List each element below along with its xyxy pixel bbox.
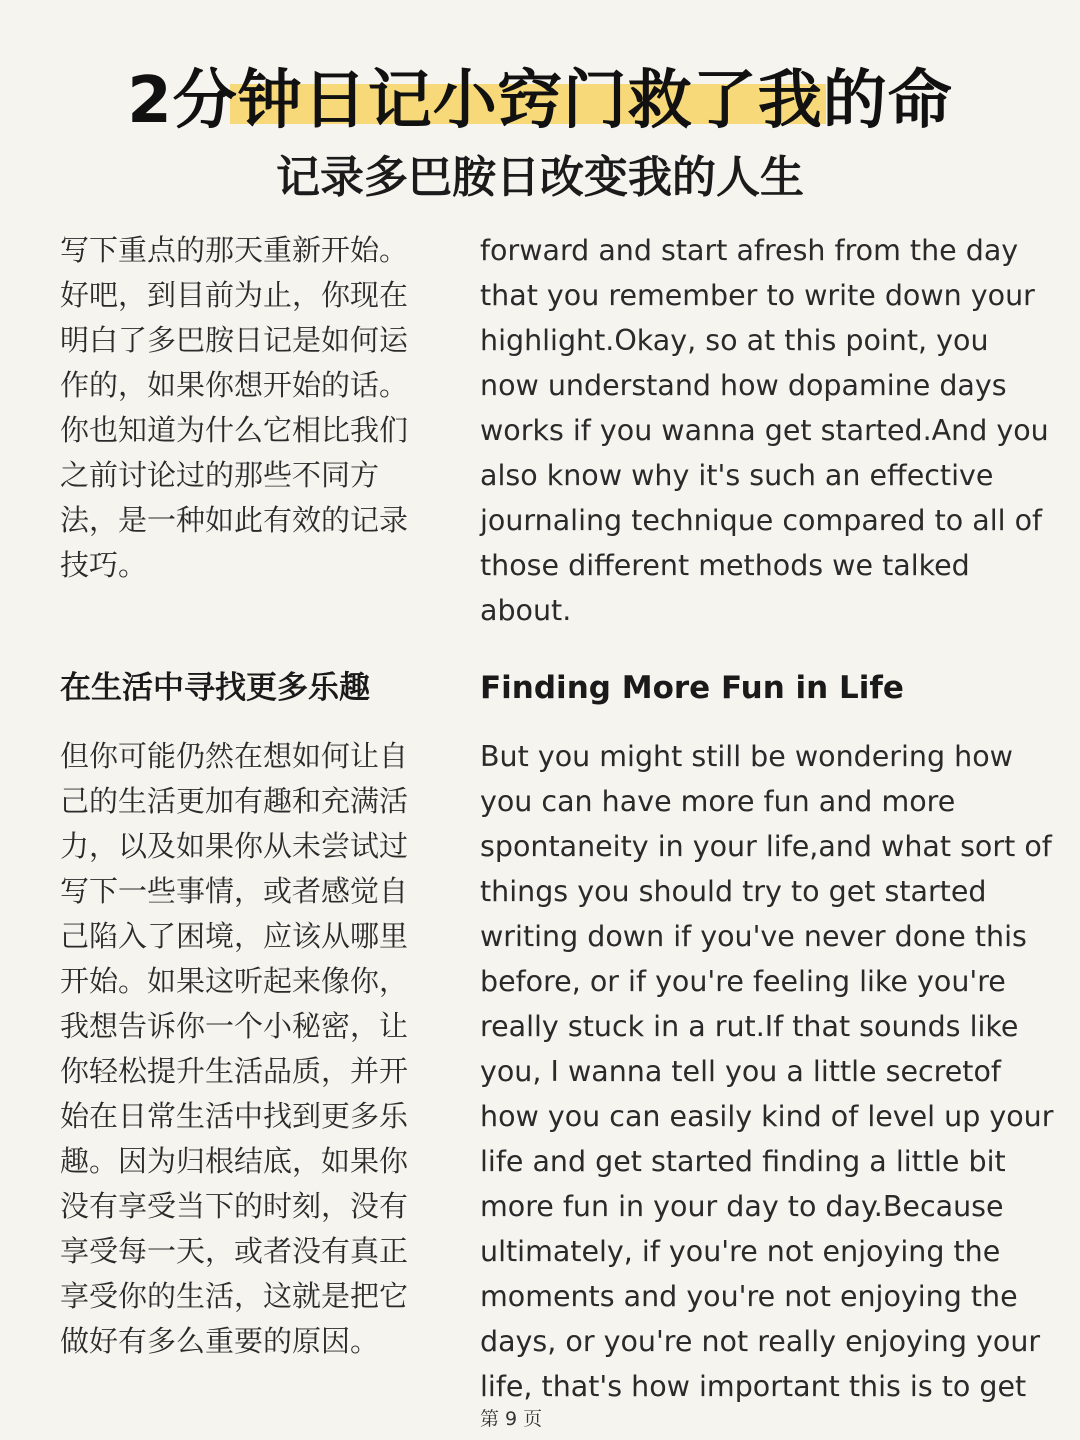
- paragraph-zh-2: 但你可能仍然在想如何让自己的生活更加有趣和充满活力，以及如果你从未尝试过写下一些事情，或者感觉自己陷入了困境，应该从哪里开始。如果这听起来像你，我想告诉你一个小秘密，让你轻松提升生活品质，并开始在日常生活中找到更多乐趣。因为归根结底，如果你没有享受当下的时刻，没有享受每一天，或者没有真正享受你的生活，这就是把它做好有多么重要的原因。: [60, 739, 409, 1358]
- section-heading-en: Finding More Fun in Life: [480, 670, 904, 706]
- page-title: 2分钟日记小窍门救了我的命: [127, 64, 953, 138]
- page-subtitle: 记录多巴胺日改变我的人生: [276, 152, 804, 203]
- paragraph-en-1: forward and start afresh from the day that you remember to write down your highlight.Okay, so at this point, you now understand how dopamine days works if you wanna get started.And you also know why it's such an effective journaling technique compared to all of those different methods we talked about.: [480, 234, 1049, 627]
- paragraph-zh-1: 写下重点的那天重新开始。好吧，到目前为止，你现在明白了多巴胺日记是如何运作的，如果你想开始的话。你也知道为什么它相比我们之前讨论过的那些不同方法，是一种如此有效的记录技巧。: [60, 233, 409, 582]
- page-number: 第 9 页: [480, 1408, 543, 1430]
- paragraph-en-2: But you might still be wondering how you can have more fun and more spontaneity in your life,and what sort of things you should try to get started writing down if you've never done this before, or if you're feeling like you're really stuck in a rut.If that sounds like you, I wanna tell you a little secretof how you can easily kind of level up your life and get started finding a little bit more fun in your day to day.Because ultimately, if you're not enjoying the moments and you're not enjoying the days, or you're not really enjoying your life, that's how important this is to get: [480, 740, 1054, 1403]
- title-wrapper: [0, 62, 1080, 140]
- section-heading-zh: 在生活中寻找更多乐趣: [60, 670, 370, 706]
